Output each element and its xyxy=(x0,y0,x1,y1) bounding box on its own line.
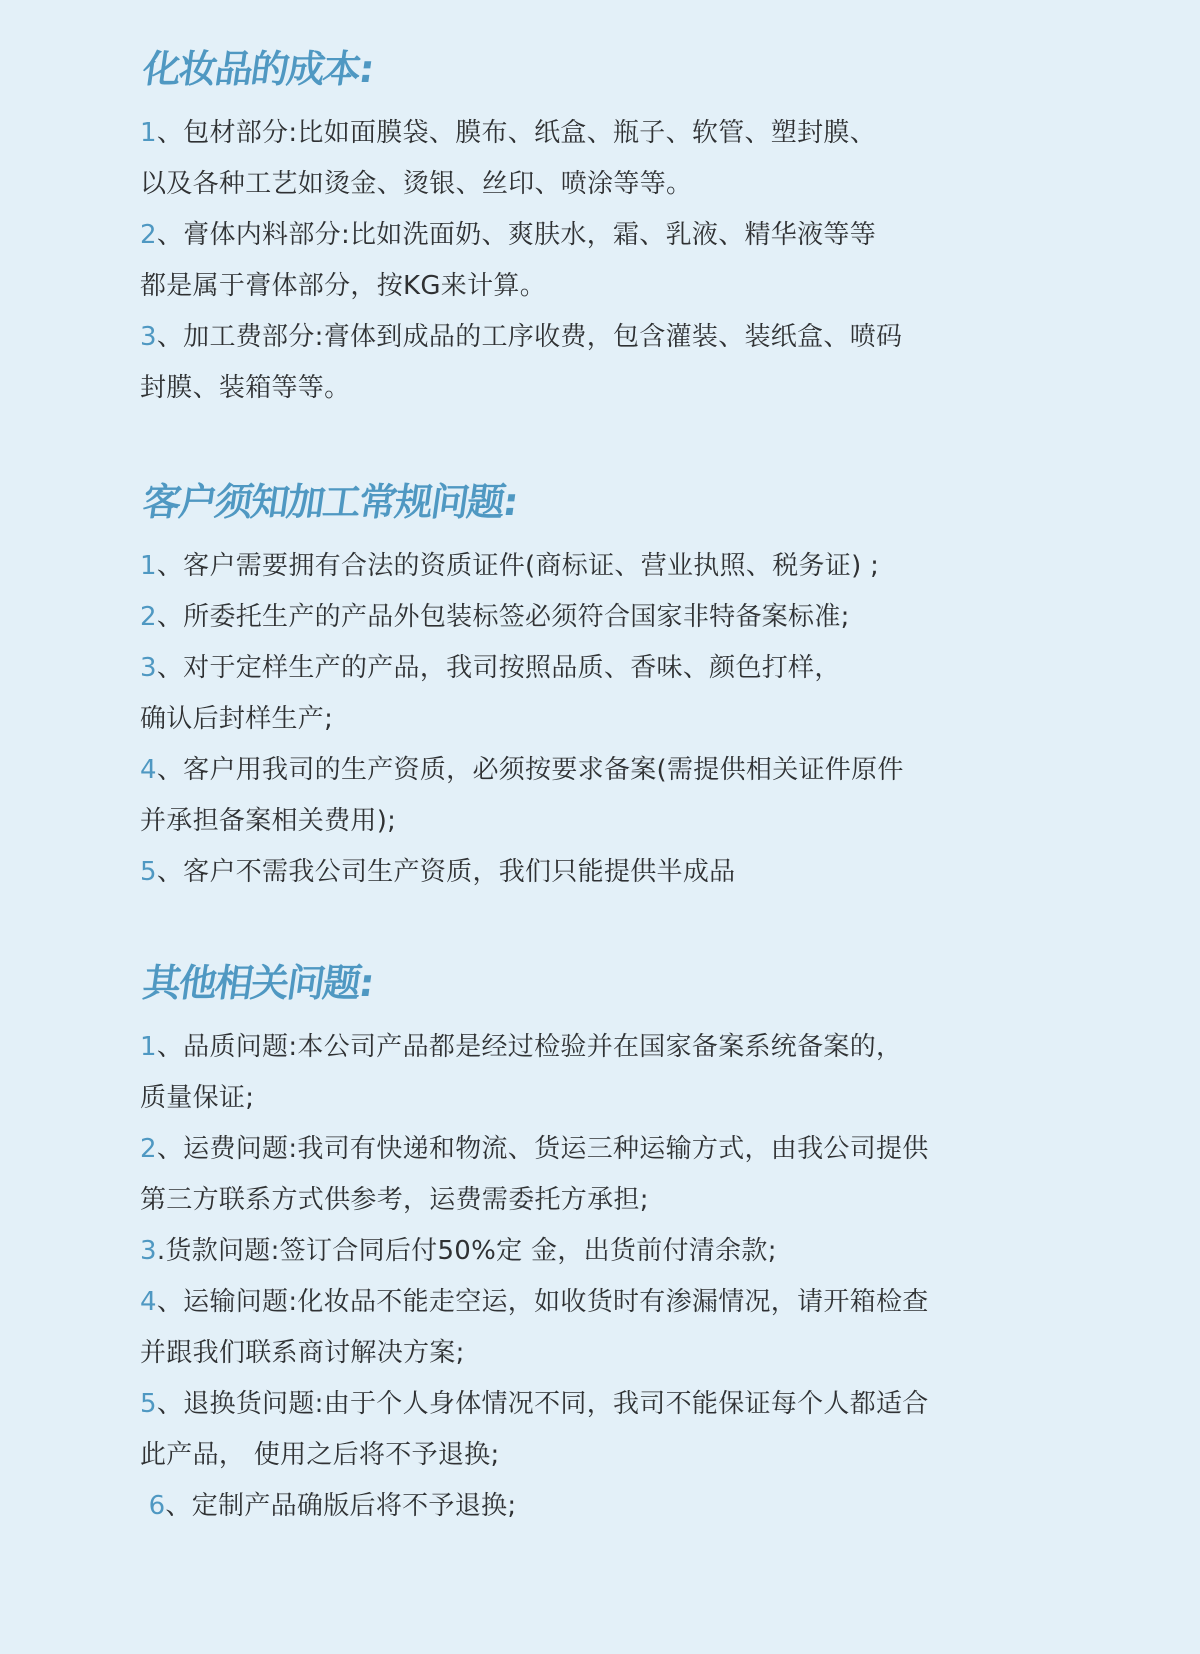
item-text: 、对于定样生产的产品，我司按照品质、香味、颜色打样， xyxy=(156,653,841,683)
item-number: 5 xyxy=(140,1389,157,1419)
list-item xyxy=(140,745,1040,796)
item-text: 、所委托生产的产品外包装标签必须符合国家非特备案标准; xyxy=(156,602,850,632)
list-item-continuation xyxy=(140,1430,1040,1481)
item-text: 、加工费部分:膏体到成品的工序收费，包含灌装、装纸盒、喷码 xyxy=(156,322,903,352)
item-text: 并跟我们联系商讨解决方案; xyxy=(140,1338,465,1368)
list-item xyxy=(140,1277,1040,1328)
item-text: 都是属于膏体部分，按KG来计算。 xyxy=(140,271,546,301)
item-text: 、品质问题:本公司产品都是经过检验并在国家备案系统备案的， xyxy=(156,1032,903,1062)
item-number: 5 xyxy=(140,857,157,887)
list-item xyxy=(140,592,1040,643)
item-text: 、膏体内料部分:比如洗面奶、爽肤水，霜、乳液、精华液等等 xyxy=(156,220,877,250)
item-text: 、退换货问题:由于个人身体情况不同，我司不能保证每个人都适合 xyxy=(156,1389,929,1419)
item-text: 、客户不需我公司生产资质，我们只能提供半成品 xyxy=(156,857,736,887)
section-items xyxy=(140,541,1040,898)
list-item xyxy=(140,1226,1040,1277)
item-text: 、运输问题:化妆品不能走空运，如收货时有渗漏情况，请开箱检查 xyxy=(156,1287,929,1317)
item-number: 4 xyxy=(140,1287,157,1317)
item-text: 封膜、装箱等等。 xyxy=(140,373,351,403)
item-text: 质量保证; xyxy=(140,1083,255,1113)
list-item-continuation xyxy=(140,261,1040,312)
list-item-continuation xyxy=(140,159,1040,210)
item-number: 6 xyxy=(140,1491,166,1521)
item-number: 1 xyxy=(140,1032,157,1062)
section-title: 客户须知加工常规问题: xyxy=(140,480,520,524)
list-item xyxy=(140,210,1040,261)
item-text: 并承担备案相关费用); xyxy=(140,806,397,836)
item-number: 2 xyxy=(140,220,157,250)
section-items xyxy=(140,1022,1040,1532)
item-number: 4 xyxy=(140,755,157,785)
item-number: 2 xyxy=(140,1134,157,1164)
section-title: 其他相关问题: xyxy=(140,961,376,1005)
section-cosmetics-cost xyxy=(140,46,1040,414)
item-number: 3 xyxy=(140,653,157,683)
item-number: 3 xyxy=(140,1236,157,1266)
list-item xyxy=(140,1481,1040,1532)
item-number: 2 xyxy=(140,602,157,632)
section-customer-notice xyxy=(140,479,1040,898)
section-other-questions xyxy=(140,960,1040,1532)
list-item xyxy=(140,541,1040,592)
list-item xyxy=(140,1379,1040,1430)
item-text: 、客户用我司的生产资质，必须按要求备案(需提供相关证件原件 xyxy=(156,755,904,785)
list-item xyxy=(140,1022,1040,1073)
list-item xyxy=(140,108,1040,159)
section-title: 化妆品的成本: xyxy=(140,47,376,91)
list-item xyxy=(140,643,1040,694)
item-text: 、客户需要拥有合法的资质证件(商标证、营业执照、税务证) ; xyxy=(156,551,880,581)
item-text: .货款问题:签订合同后付50%定 金，出货前付清余款; xyxy=(156,1236,777,1266)
item-text: 以及各种工艺如烫金、烫银、丝印、喷涂等等。 xyxy=(140,169,693,199)
item-text: 此产品， 使用之后将不予退换; xyxy=(140,1440,500,1470)
list-item xyxy=(140,1124,1040,1175)
list-item-continuation xyxy=(140,1175,1040,1226)
item-text: 、定制产品确版后将不予退换; xyxy=(165,1491,517,1521)
item-text: 第三方联系方式供参考，运费需委托方承担; xyxy=(140,1185,649,1215)
list-item-continuation xyxy=(140,1073,1040,1124)
section-items xyxy=(140,108,1040,414)
item-number: 1 xyxy=(140,551,157,581)
list-item xyxy=(140,847,1040,898)
item-text: 、运费问题:我司有快递和物流、货运三种运输方式，由我公司提供 xyxy=(156,1134,929,1164)
list-item xyxy=(140,312,1040,363)
item-number: 3 xyxy=(140,322,157,352)
list-item-continuation xyxy=(140,694,1040,745)
item-text: 确认后封样生产; xyxy=(140,704,334,734)
list-item-continuation xyxy=(140,1328,1040,1379)
item-text: 、包材部分:比如面膜袋、膜布、纸盒、瓶子、软管、塑封膜、 xyxy=(156,118,877,148)
list-item-continuation xyxy=(140,796,1040,847)
item-number: 1 xyxy=(140,118,157,148)
list-item-continuation xyxy=(140,363,1040,414)
